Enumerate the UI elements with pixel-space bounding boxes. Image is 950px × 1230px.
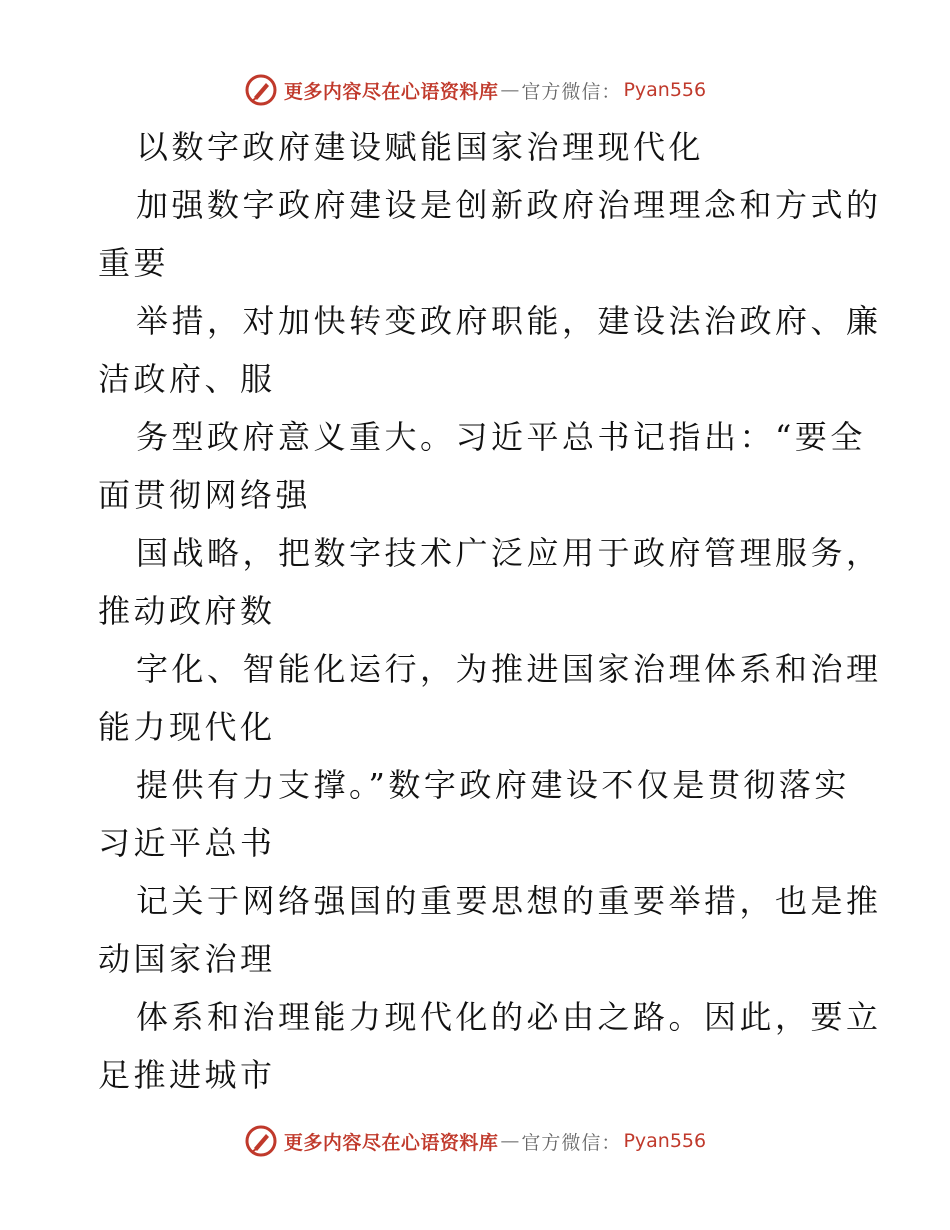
text-line: 举措，对加快转变政府职能，建设法治政府、廉 [136, 302, 882, 340]
text-line: 能力现代化 [98, 708, 276, 746]
text-line: 加强数字政府建设是创新政府治理理念和方式的 [136, 186, 882, 224]
banner-wechat-label: 官方微信： [521, 80, 622, 103]
banner-dash: — [500, 79, 520, 101]
logo-icon [244, 1124, 278, 1158]
document-body [98, 118, 882, 1104]
text-line: 国战略，把数字技术广泛应用于政府管理服务， [136, 534, 882, 572]
logo-icon [244, 73, 278, 107]
text-line: 面贯彻网络强 [98, 476, 312, 514]
text-line: 体系和治理能力现代化的必由之路。因此，要立 [136, 998, 882, 1036]
banner-main-text: 更多内容尽在心语资料库 [283, 1131, 499, 1154]
text-line: 重要 [98, 244, 170, 282]
text-line: 提供有力支撑。”数字政府建设不仅是贯彻落实 [136, 766, 850, 804]
text-line: 习近平总书 [98, 824, 276, 862]
text-line: 务型政府意义重大。习近平总书记指出：“要全 [136, 418, 866, 456]
text-line: 动国家治理 [98, 940, 276, 978]
footer-banner [0, 1121, 950, 1161]
header-banner [0, 70, 950, 110]
document-title: 以数字政府建设赋能国家治理现代化 [136, 128, 705, 166]
banner-wechat-label: 官方微信： [521, 1131, 622, 1154]
text-line: 足推进城市 [98, 1056, 276, 1094]
text-line: 推动政府数 [98, 592, 276, 630]
text-line: 字化、智能化运行，为推进国家治理体系和治理 [136, 650, 882, 688]
banner-dash: — [500, 1130, 520, 1152]
banner-main-text: 更多内容尽在心语资料库 [283, 80, 499, 103]
banner-wechat-account: Pyan556 [623, 1130, 707, 1152]
text-line: 记关于网络强国的重要思想的重要举措，也是推 [136, 882, 882, 920]
banner-wechat-account: Pyan556 [623, 79, 707, 101]
text-line: 洁政府、服 [98, 360, 276, 398]
